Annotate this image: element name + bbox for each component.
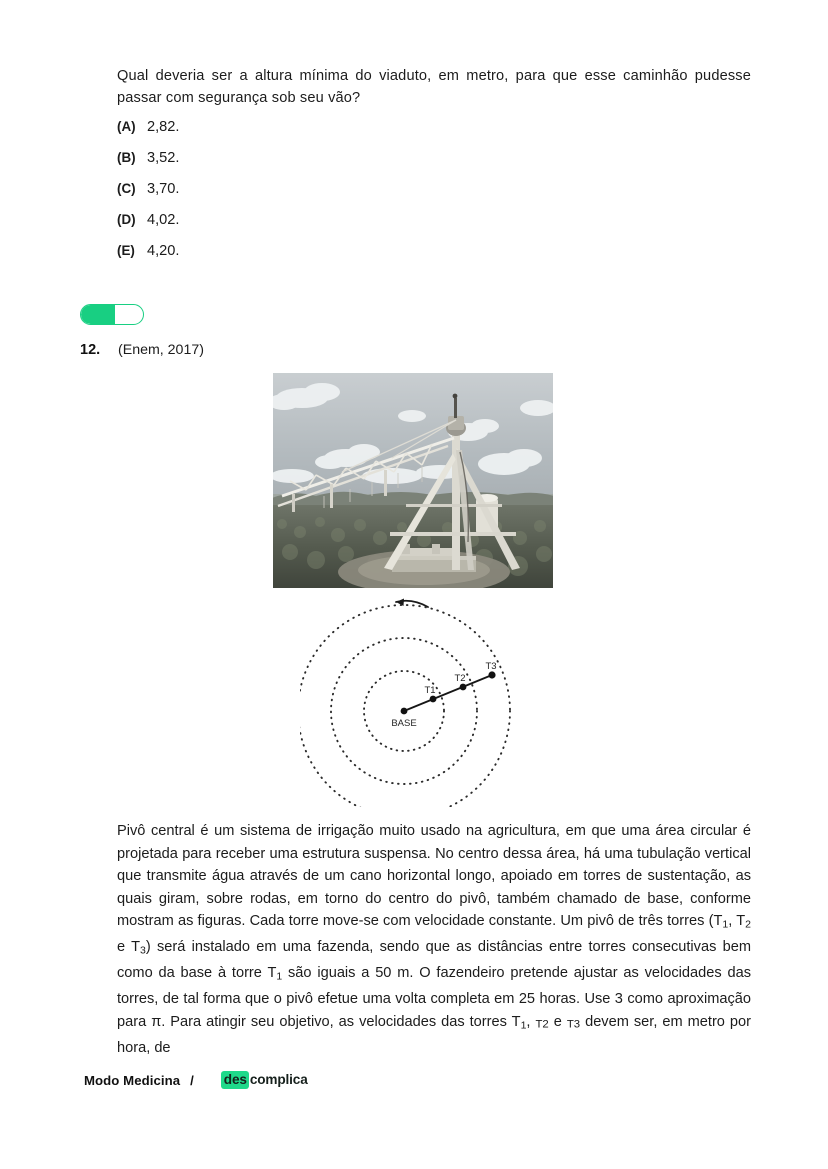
- alternative-value: 4,02.: [147, 212, 180, 228]
- alternative-option[interactable]: [117, 149, 751, 167]
- alternative-option[interactable]: [117, 118, 751, 136]
- descomplica-logo[interactable]: [221, 1071, 308, 1089]
- footer-brand: Modo Medicina: [84, 1072, 181, 1088]
- previous-question-block: [117, 66, 751, 273]
- alternative-option[interactable]: [117, 180, 751, 198]
- toggle-track[interactable]: [80, 304, 144, 325]
- alternative-value: 4,20.: [147, 243, 180, 259]
- alternatives-list: [117, 118, 751, 260]
- alternative-value: 3,70.: [147, 181, 180, 197]
- alternative-letter: (A): [117, 119, 136, 134]
- alternative-letter: (B): [117, 150, 136, 165]
- diagram-label-base: BASE: [391, 718, 417, 729]
- toggle-fill: [81, 305, 115, 324]
- diagram-label-t1: T1: [424, 685, 436, 696]
- footer: [84, 1071, 308, 1089]
- alternative-value: 2,82.: [147, 119, 180, 135]
- logo-rest-text: complica: [249, 1072, 308, 1087]
- alternative-option[interactable]: [117, 211, 751, 229]
- alternative-option[interactable]: [117, 242, 751, 260]
- toggle-knob[interactable]: [125, 306, 142, 323]
- diagram-label-t3: T3: [485, 661, 497, 672]
- question-stem: Qual deveria ser a altura mínima do viaduto, em metro, para que esse caminhão pudesse passar com segurança sob seu vão?: [117, 68, 751, 106]
- center-pivot-irrigation-photo: [272, 372, 554, 589]
- alternative-value: 3,52.: [147, 150, 180, 166]
- pivot-circles-diagram: [300, 592, 530, 807]
- question-12-body: Pivô central é um sistema de irrigação muito usado na agricultura, em que uma área circular é projetada para receber uma estrutura suspensa. No centro dessa área, há uma tubulação vertical que transmite água através de um cano horizontal longo, apoiado em torres de sustentação, as quais giram, sobre rodas, em torno do centro do pivô, também chamado de base, conforme mostram as figuras. Cada torre move-se com velocidade constante. Um pivô de três torres ($T_1$, $T_2$ e $T_3$) será instalado em uma fazenda, sendo que as distâncias entre torres consecutivas bem como da base à torre $T_1$ são iguais a 50 m. O fazendeiro pretende ajustar as velocidades das torres, de tal forma que o pivô efetue uma volta completa em 25 horas. Use 3 como aproximação para π. Para atingir seu objetivo, as velocidades das torres $T_1$, T2 e T3 devem ser, em metro por hora, de: [117, 823, 751, 1056]
- question-source: (Enem, 2017): [118, 342, 204, 358]
- question-12-header: [80, 342, 204, 358]
- question-number: 12.: [80, 342, 101, 358]
- alternative-letter: (D): [117, 212, 136, 227]
- logo-badge-text: des: [221, 1071, 249, 1089]
- diagram-label-t2: T2: [454, 673, 466, 684]
- alternative-letter: (E): [117, 243, 135, 258]
- answer-reveal-toggle[interactable]: [80, 304, 144, 325]
- footer-separator: /: [190, 1072, 194, 1088]
- alternative-letter: (C): [117, 181, 136, 196]
